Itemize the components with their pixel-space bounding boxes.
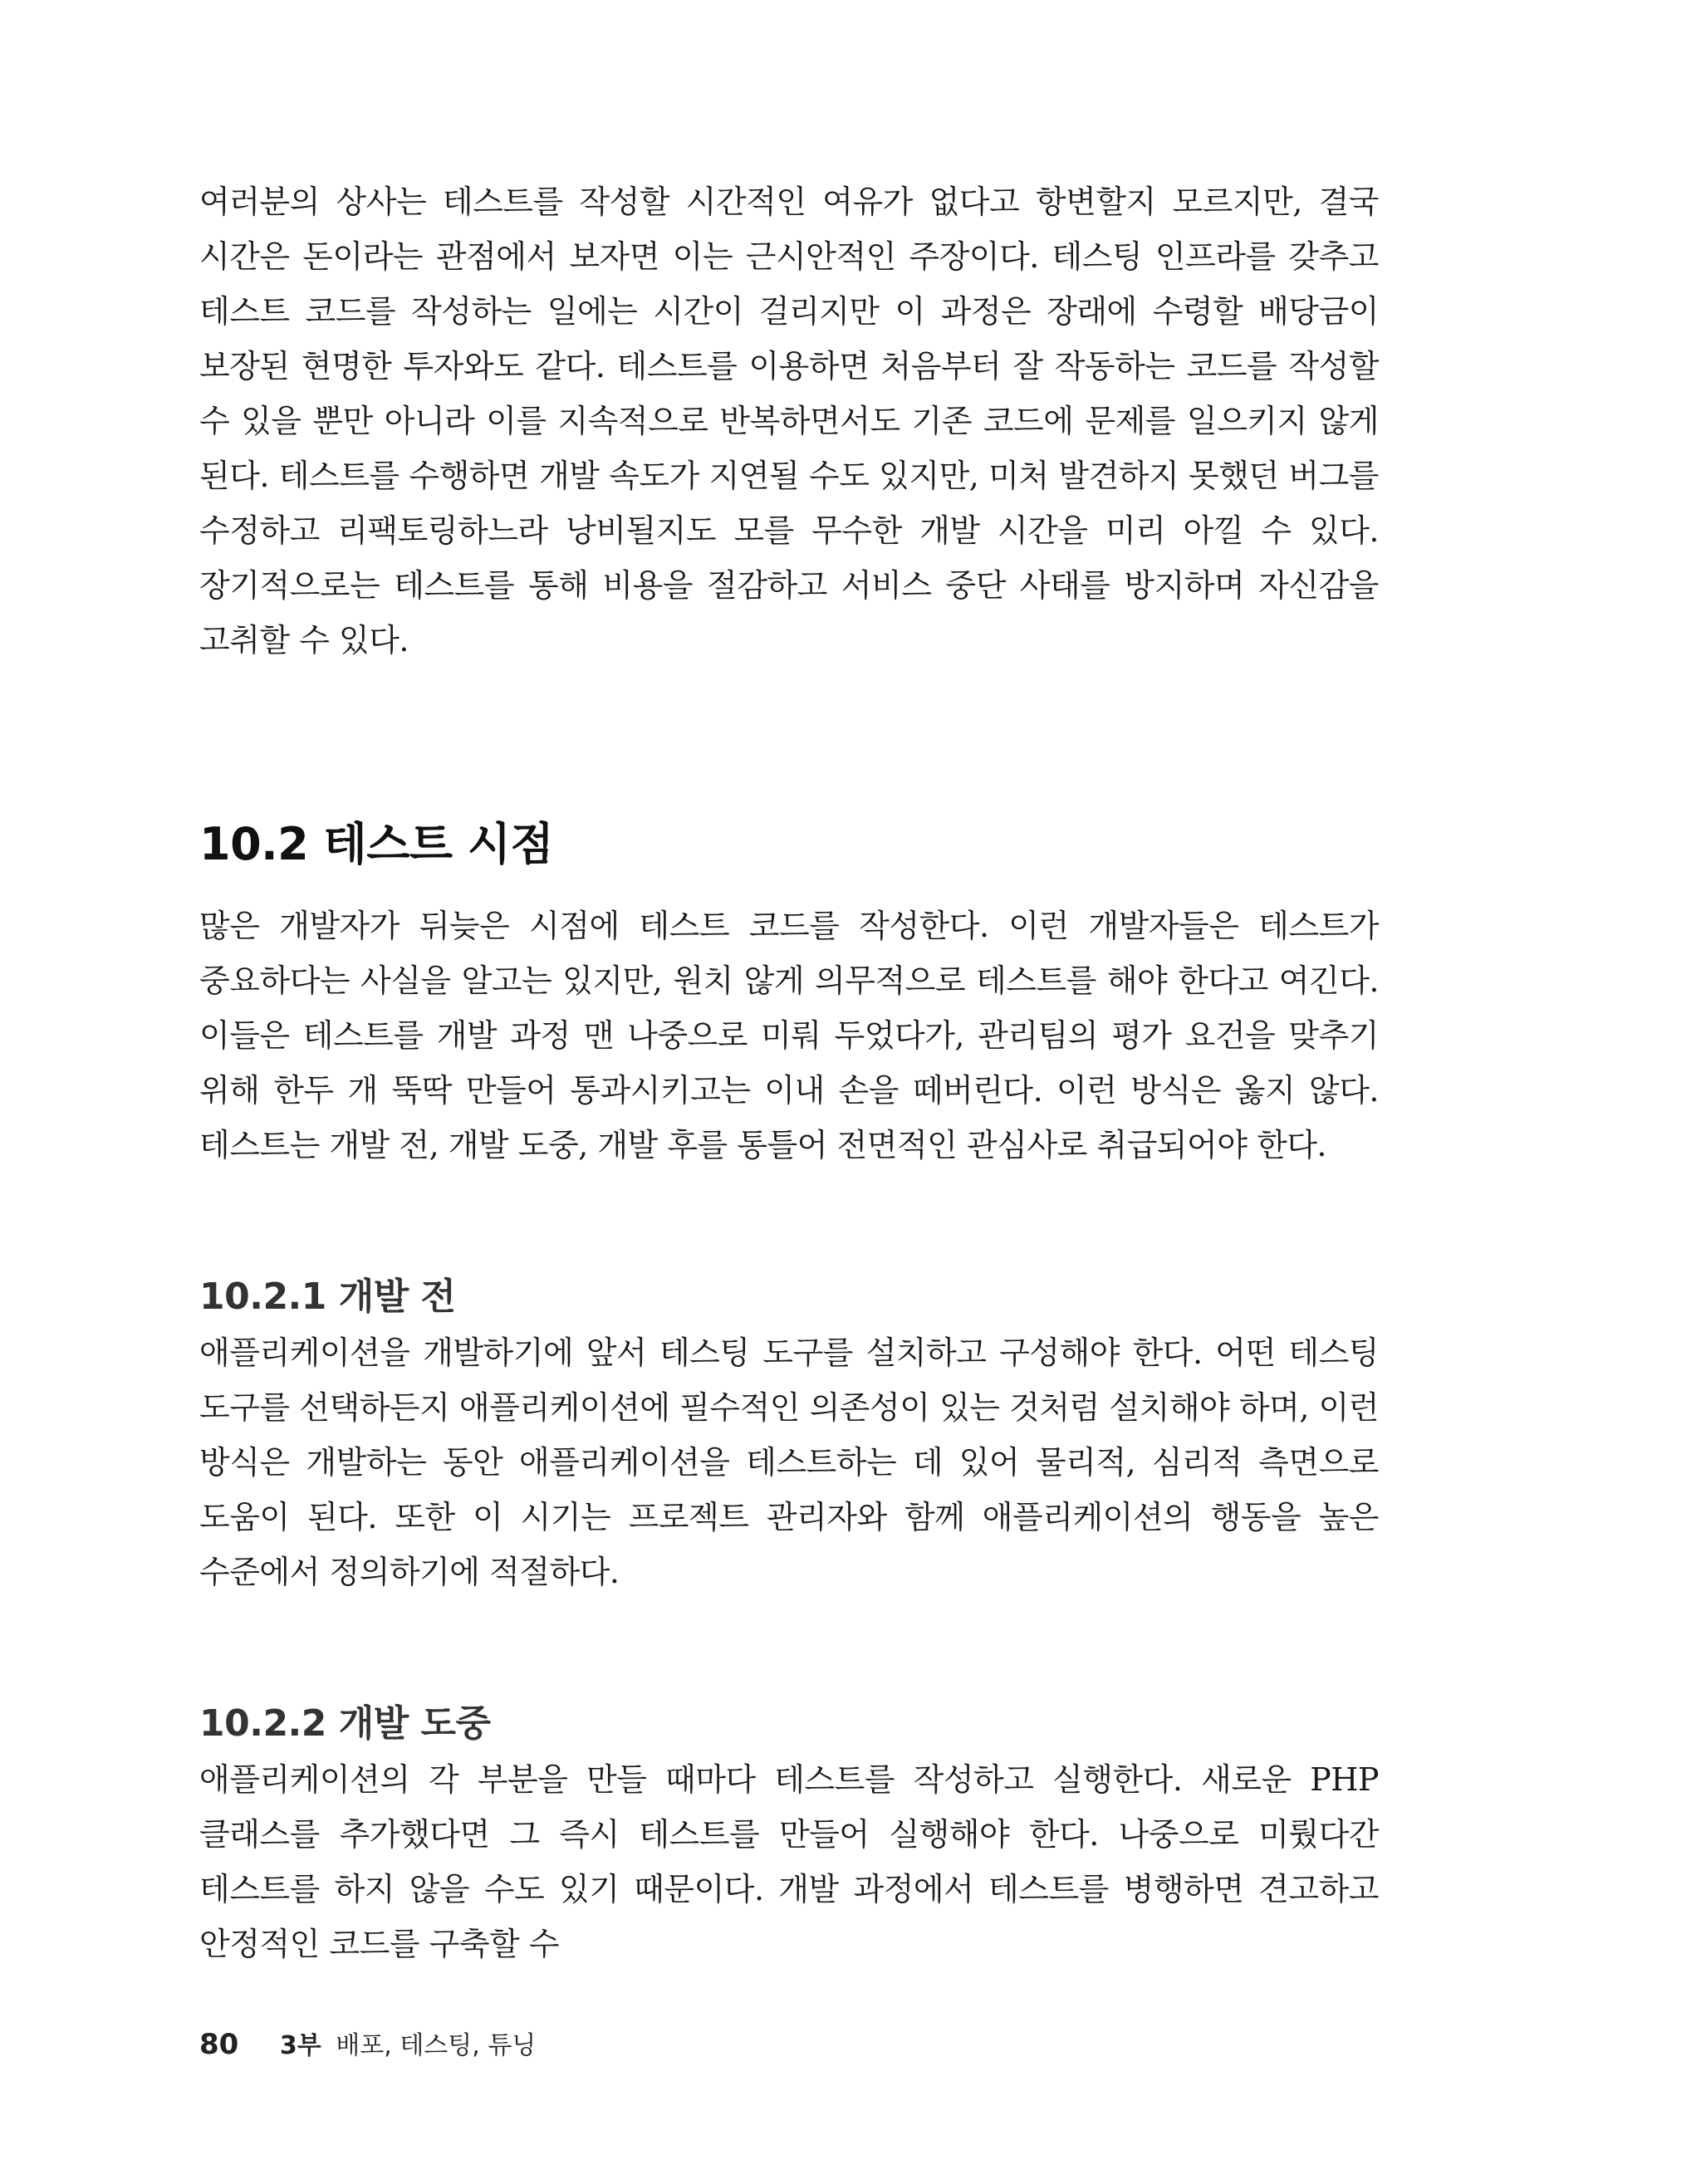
section-heading	[199, 815, 1379, 874]
subsection-paragraph-1: 애플리케이션을 개발하기에 앞서 테스팅 도구를 설치하고 구성해야 한다. 어떤 테스팅 도구를 선택하든지 애플리케이션에 필수적인 의존성이 있는 것처럼 설치해야 하며, 이런 방식은 개발하는 동안 애플리케이션을 테스트하는 데 있어 물리적, 심리적 측면으로 도움이 된다. 또한 이 시기는 프로젝트 관리자와 함께 애플리케이션의 행동을 높은 수준에서 정의하기에 적절하다.	[199, 1334, 1379, 1590]
subsection-title: 개발 전	[338, 1276, 456, 1318]
page-body	[199, 174, 1379, 1971]
section-number: 10.2	[199, 818, 309, 870]
subsection-number: 10.2.2	[199, 1702, 326, 1745]
section-paragraph: 많은 개발자가 뒤늦은 시점에 테스트 코드를 작성한다. 이런 개발자들은 테스트가 중요하다는 사실을 알고는 있지만, 원치 않게 의무적으로 테스트를 해야 한다고 여긴다. 이들은 테스트를 개발 과정 맨 나중으로 미뤄 두었다가, 관리팀의 평가 요건을 맞추기 위해 한두 개 뚝딱 만들어 통과시키고는 이내 손을 떼버린다. 이런 방식은 옳지 않다. 테스트는 개발 전, 개발 도중, 개발 후를 통틀어 전면적인 관심사로 취급되어야 한다.	[199, 908, 1379, 1163]
page-footer	[199, 2028, 536, 2063]
intro-paragraph: 여러분의 상사는 테스트를 작성할 시간적인 여유가 없다고 항변할지 모르지만, 결국 시간은 돈이라는 관점에서 보자면 이는 근시안적인 주장이다. 테스팅 인프라를 갖추고 테스트 코드를 작성하는 일에는 시간이 걸리지만 이 과정은 장래에 수령할 배당금이 보장된 현명한 투자와도 같다. 테스트를 이용하면 처음부터 잘 작동하는 코드를 작성할 수 있을 뿐만 아니라 이를 지속적으로 반복하면서도 기존 코드에 문제를 일으키지 않게 된다. 테스트를 수행하면 개발 속도가 지연될 수도 있지만, 미처 발견하지 못했던 버그를 수정하고 리팩토링하느라 낭비될지도 모를 무수한 개발 시간을 미리 아낄 수 있다. 장기적으로는 테스트를 통해 비용을 절감하고 서비스 중단 사태를 방지하며 자신감을 고취할 수 있다.	[199, 184, 1379, 659]
subsection-paragraph-2: 애플리케이션의 각 부분을 만들 때마다 테스트를 작성하고 실행한다. 새로운 PHP 클래스를 추가했다면 그 즉시 테스트를 만들어 실행해야 한다. 나중으로 미뤘다간 테스트를 하지 않을 수도 있기 때문이다. 개발 과정에서 테스트를 병행하면 견고하고 안정적인 코드를 구축할 수	[199, 1761, 1379, 1962]
part-label: 3부	[279, 2031, 321, 2060]
part-title: 배포, 테스팅, 튜닝	[336, 2031, 537, 2060]
subsection-title: 개발 도중	[338, 1702, 491, 1745]
subsection-heading-2	[199, 1699, 1379, 1749]
section-title: 테스트 시점	[323, 818, 554, 870]
page-number: 80	[199, 2028, 239, 2061]
subsection-heading-1	[199, 1272, 1379, 1322]
subsection-number: 10.2.1	[199, 1276, 326, 1318]
